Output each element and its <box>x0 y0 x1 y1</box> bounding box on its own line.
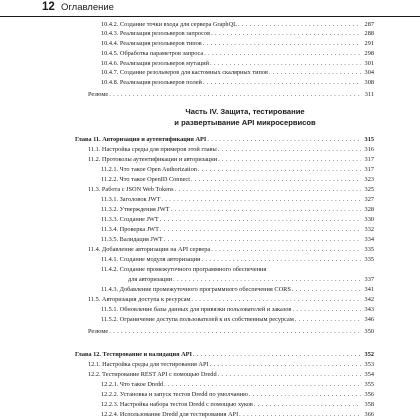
toc-entry: 10.4.7. Создание резольверов для кастомных скалярных типов . . . 304 <box>101 69 374 77</box>
toc-entry: 10.4.6. Реализация резольверов мутаций . . . 301 <box>101 60 374 68</box>
toc-section: 11.1. Настройка среды для примеров этой главы . . . 316 <box>88 146 374 154</box>
toc-section: 11.4. Добавление авторизации на API сервера . . . 335 <box>88 246 374 254</box>
toc-subsection-continued: для авторизации . . . 337 <box>128 276 374 284</box>
running-header <box>0 0 420 17</box>
toc-subsection: 11.2.2. Что такое OpenID Connect . . . 323 <box>101 176 374 184</box>
toc-subsection: 12.2.1. Что такое Dredd . . . 355 <box>101 381 374 389</box>
toc-entry: 10.4.8. Реализация резольверов полей . . . 308 <box>101 79 374 87</box>
toc-subsection: 11.3.2. Утверждения JWT . . . 328 <box>101 206 374 214</box>
toc-subsection: 11.3.3. Создание JWT . . . 330 <box>101 216 374 224</box>
toc-subsection: 11.3.5. Валидация JWT . . . 334 <box>101 236 374 244</box>
toc-subsection: 11.5.1. Обновление базы данных для привязки пользователей и заказов . . . 343 <box>101 306 374 314</box>
toc-section: 11.3. Работа с JSON Web Tokens . . . 325 <box>88 186 374 194</box>
toc-subsection: 11.4.1. Создание модуля авторизации . . . 335 <box>101 256 374 264</box>
part-title-line-2: и развертывание API микросервисов <box>174 118 316 127</box>
toc-subsection: 12.2.4. Использование Dredd для тестирования API . . . 366 <box>101 411 374 419</box>
toc-subsection: 11.5.2. Ограничение доступа пользователей к их собственным ресурсам . . . 346 <box>101 316 374 324</box>
toc-entry: 10.4.2. Создание точки входа для сервера GraphQL . . . 287 <box>101 21 374 29</box>
toc-subsection: 11.3.1. Заголовок JWT . . . 327 <box>101 196 374 204</box>
toc-subsection: 11.4.3. Добавление промежуточного программного обеспечения CORS . . . 341 <box>101 286 374 294</box>
toc-section: 11.2. Протоколы аутентификации и авторизации . . . 317 <box>88 156 374 164</box>
toc-subsection: 11.3.4. Проверка JWT . . . 332 <box>101 226 374 234</box>
toc-entry: 10.4.4. Реализация резольверов типов . . . 291 <box>101 40 374 48</box>
toc-section: 11.5. Авторизация доступа к ресурсам . . . 342 <box>88 296 374 304</box>
toc-section: 12.2. Тестирование REST API с помощью Dredd . . . 354 <box>88 371 374 379</box>
toc-resume: Резюме . . . 311 <box>88 91 374 99</box>
toc-subsection: 11.4.2. Создание промежуточного программного обеспечения <box>101 266 267 273</box>
toc-entry: 10.4.5. Обработка параметров запроса . . . 298 <box>101 50 374 58</box>
toc-subsection: 11.2.1. Что такое Open Authorization . . . 317 <box>101 166 374 174</box>
toc-subsection: 12.2.3. Настройка набора тестов Dredd с помощью хуков . . . 358 <box>101 401 374 409</box>
page-number: 12 <box>42 1 55 13</box>
chapter-heading: Глава 11. Авторизация и аутентификация API . . . 315 <box>75 136 374 144</box>
toc-entry: 10.4.3. Реализация резольверов запросов . . . 288 <box>101 30 374 38</box>
running-title: Оглавление <box>61 2 114 13</box>
chapter-heading: Глава 12. Тестирование и валидация API . . . 352 <box>75 351 374 359</box>
toc-subsection: 12.2.2. Установка и запуск тестов Dredd по умолчанию . . . 356 <box>101 391 374 399</box>
toc-resume: Резюме . . . 350 <box>88 328 374 336</box>
part-title-line-1: Часть IV. Защита, тестирование <box>185 107 305 116</box>
toc-section: 12.1. Настройка среды для тестирования API . . . 353 <box>88 361 374 369</box>
